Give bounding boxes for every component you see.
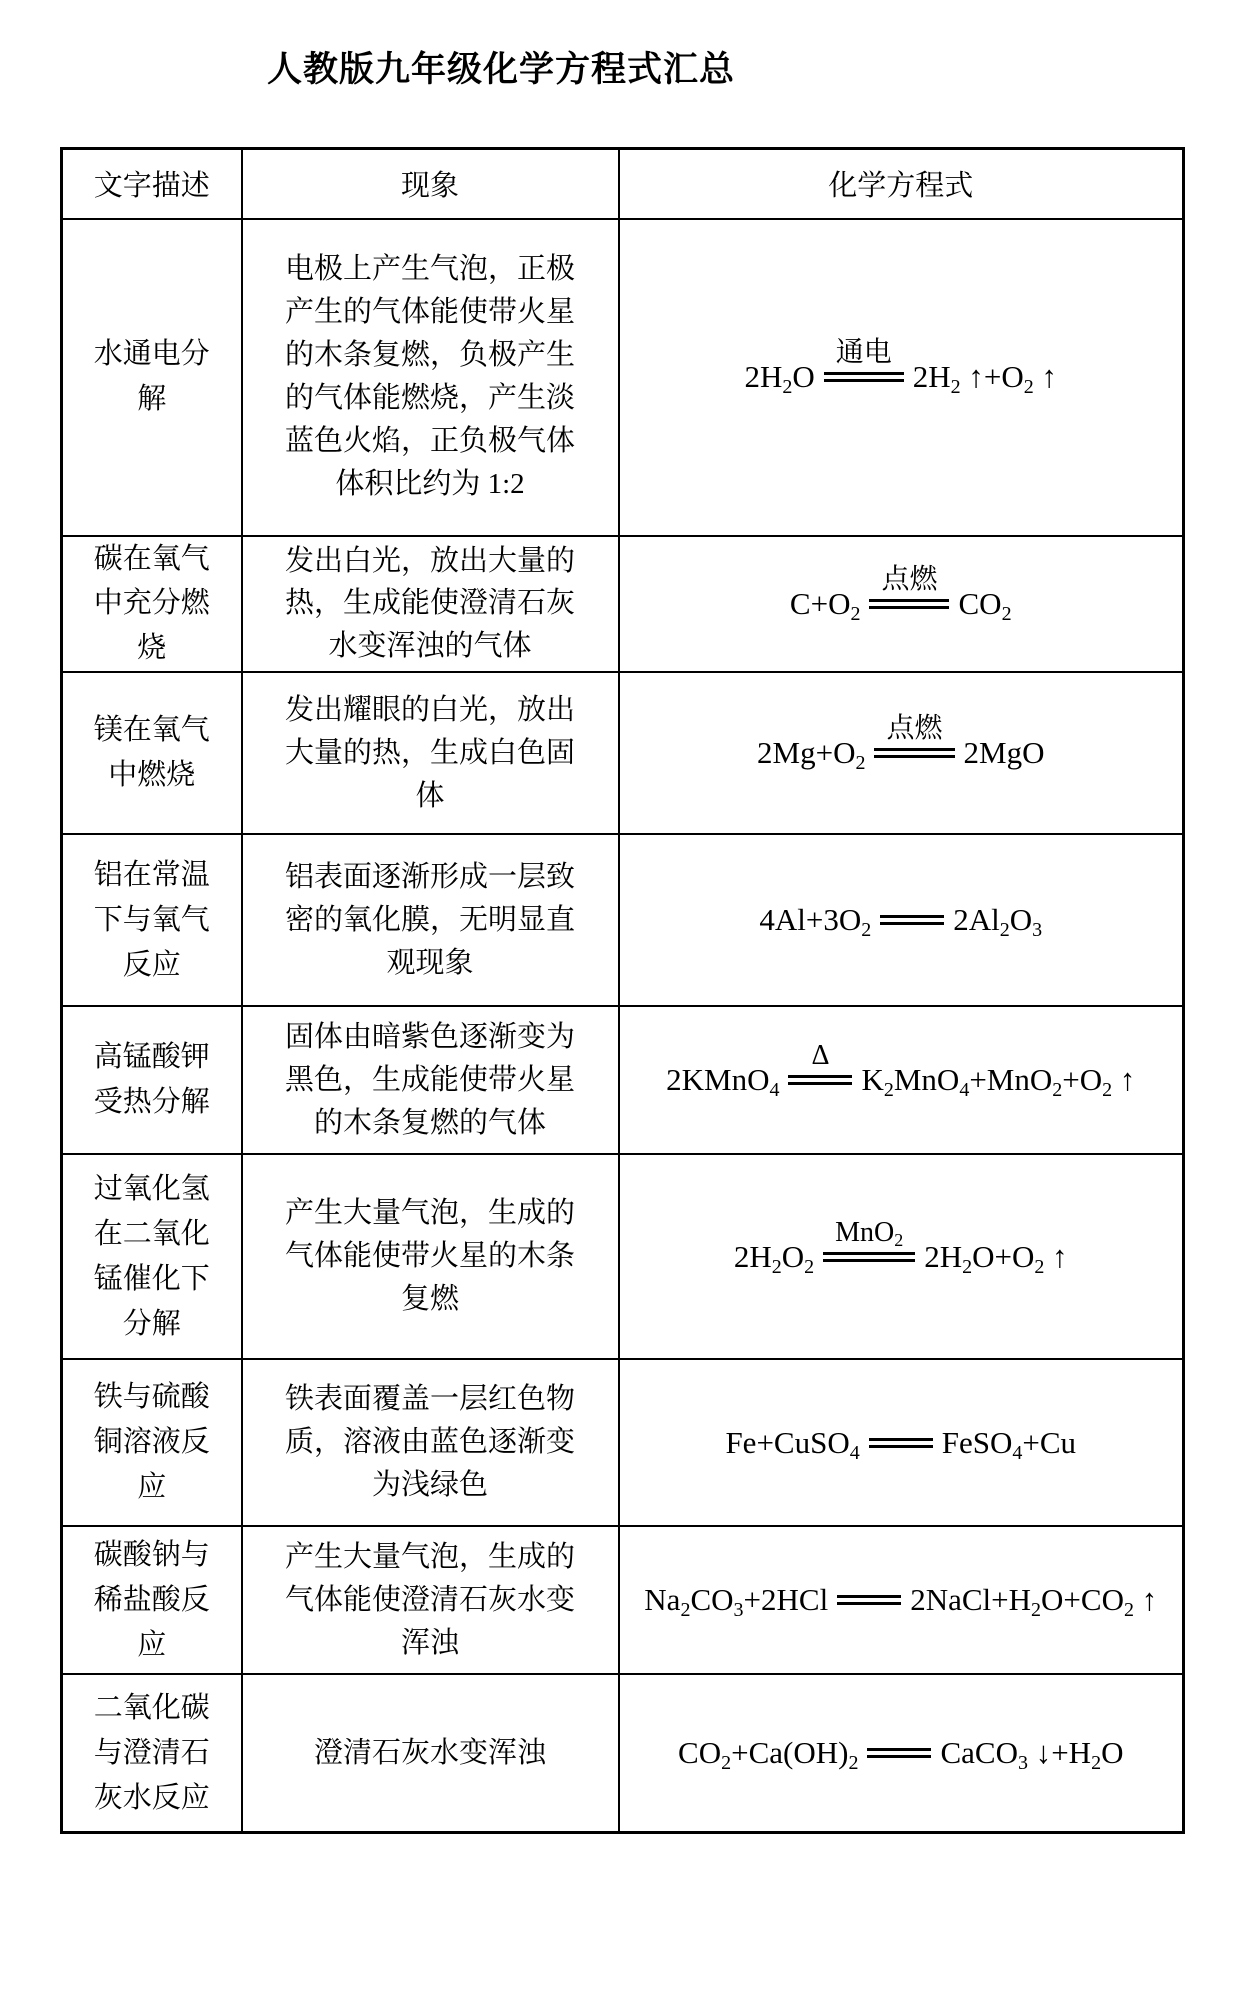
phenomenon-text: 发出白光，放出大量的热，生成能使澄清石灰水变浑浊的气体 (284, 544, 575, 663)
equation-cell (619, 834, 1184, 1006)
equation-reactants: Fe+CuSO$_4$ (725, 1424, 860, 1464)
phenomenon-cell (242, 1674, 619, 1832)
equation-reactants: $CO_2+Ca(OH)_2$ (678, 1735, 859, 1775)
phenomenon-text: 澄清石灰水变浑浊 (313, 1736, 546, 1769)
phenomenon-text: 电极上产生气泡，正极产生的气体能使带火星的木条复燃，负极产生的气体能燃烧，产生淡蓝色火焰，正负极气体体积比约为 1:2 (284, 253, 575, 500)
description-cell (62, 1359, 242, 1526)
equation-cell (619, 1359, 1184, 1526)
double-bar-icon (874, 748, 954, 758)
double-bar-icon (788, 1075, 852, 1085)
description-text: 碳在氧气中充分燃烧 (93, 542, 210, 665)
double-bar-icon (837, 1595, 901, 1605)
table-row (62, 1674, 1184, 1832)
chemistry-equations-table (60, 147, 1185, 1834)
description-text: 铝在常温下与氧气反应 (93, 858, 210, 981)
description-cell (62, 1154, 242, 1359)
phenomenon-cell (242, 834, 619, 1006)
equals-sign (823, 1216, 915, 1262)
phenomenon-cell (242, 672, 619, 834)
description-cell (62, 536, 242, 673)
equation-reactants: $2H_2O_2$ (733, 1238, 815, 1278)
double-bar-icon (880, 915, 944, 925)
reaction-condition: MnO$_2$ (835, 1216, 904, 1250)
double-bar-icon (823, 1252, 915, 1262)
equation-reactants: 2KMnO$_4$ (666, 1062, 780, 1102)
table-row (62, 1154, 1184, 1359)
equation-cell (619, 1526, 1184, 1674)
phenomenon-cell (242, 536, 619, 673)
description-text: 过氧化氢在二氧化锰催化下分解 (93, 1172, 210, 1340)
table-row (62, 1526, 1184, 1674)
chemical-equation (733, 1216, 1068, 1280)
reaction-condition: 点燃 (881, 563, 938, 595)
description-cell (62, 1006, 242, 1154)
equation-products: $2NaCl+H_2O+CO_2$ ↑ (910, 1582, 1158, 1622)
chemical-equation (744, 337, 1058, 400)
equation-cell (619, 1674, 1184, 1832)
equals-sign (880, 915, 944, 925)
table-row (62, 834, 1184, 1006)
equation-reactants: $Na_2CO_3+2HCl$ (644, 1582, 829, 1622)
description-cell (62, 1526, 242, 1674)
reaction-condition: 点燃 (886, 713, 943, 745)
phenomenon-cell (242, 219, 619, 536)
table-row (62, 536, 1184, 673)
equation-reactants: $2Mg+O_2$ (757, 735, 866, 775)
equation-reactants: $4Al+3O_2$ (759, 902, 872, 942)
equation-cell (619, 219, 1184, 536)
description-text: 镁在氧气中燃烧 (93, 714, 210, 792)
double-bar-icon (867, 1748, 931, 1758)
phenomenon-text: 铝表面逐渐形成一层致密的氧化膜，无明显直观现象 (284, 860, 575, 979)
chemical-equation (789, 563, 1012, 627)
equals-sign (874, 712, 954, 758)
equation-products: CaCO$_3$ $↓+H_2O$ (940, 1735, 1124, 1775)
col-header-phenomenon: 现象 (242, 149, 619, 219)
chemical-equation (759, 898, 1042, 942)
phenomenon-cell (242, 1359, 619, 1526)
equals-sign (867, 1748, 931, 1758)
equation-products: $K_2MnO_4+MnO_2+O_2$ ↑ (861, 1062, 1136, 1102)
description-cell (62, 834, 242, 1006)
equation-products: FeSO$_4$+Cu (941, 1424, 1077, 1464)
chemical-equation (757, 713, 1045, 776)
phenomenon-cell (242, 1006, 619, 1154)
equation-products: $2Al_2O_3$ (953, 902, 1043, 942)
description-cell (62, 672, 242, 834)
phenomenon-cell (242, 1154, 619, 1359)
equation-cell (619, 1154, 1184, 1359)
description-text: 水通电分解 (93, 338, 210, 415)
phenomenon-text: 产生大量气泡，生成的气体能使带火星的木条复燃 (284, 1197, 575, 1316)
equation-products: 2MgO (963, 735, 1045, 771)
equals-sign (869, 563, 949, 609)
description-cell (62, 219, 242, 536)
phenomenon-cell (242, 1526, 619, 1674)
equals-sign (824, 336, 904, 382)
table-row (62, 1006, 1184, 1154)
col-header-description: 文字描述 (62, 149, 242, 219)
equation-products: $2H_2O+O_2$ ↑ (924, 1238, 1068, 1278)
equation-cell (619, 536, 1184, 673)
double-bar-icon (869, 1438, 933, 1448)
table-body (62, 219, 1184, 1833)
equation-products: $2H_2$ $↑+O_2$ ↑ (912, 359, 1058, 398)
col-header-equation: 化学方程式 (619, 149, 1184, 219)
description-text: 二氧化碳与澄清石灰水反应 (93, 1691, 210, 1814)
equation-products: $CO_2$ (958, 585, 1012, 625)
equals-sign (869, 1438, 933, 1448)
equation-reactants: $C+O_2$ (789, 585, 861, 625)
chemical-equation (725, 1421, 1076, 1465)
equation-cell (619, 1006, 1184, 1154)
phenomenon-text: 铁表面覆盖一层红色物质，溶液由蓝色逐渐变为浅绿色 (284, 1383, 575, 1502)
equation-reactants: $2H_2O$ (744, 359, 815, 398)
description-cell (62, 1674, 242, 1832)
description-text: 高锰酸钾受热分解 (93, 1041, 210, 1119)
phenomenon-text: 固体由暗紫色逐渐变为黑色，生成能使带火星的木条复燃的气体 (284, 1020, 575, 1139)
description-text: 铁与硫酸铜溶液反应 (93, 1381, 210, 1504)
chemical-equation (666, 1040, 1136, 1103)
table-row (62, 1359, 1184, 1526)
header-row (62, 149, 1184, 219)
equation-cell (619, 672, 1184, 834)
table-header (62, 149, 1184, 219)
table-container (60, 147, 1242, 1834)
double-bar-icon (869, 599, 949, 609)
chemical-equation (678, 1731, 1123, 1775)
table-row (62, 219, 1184, 536)
equals-sign (788, 1039, 852, 1085)
table-row (62, 672, 1184, 834)
reaction-condition: 通电 (835, 337, 892, 368)
double-bar-icon (824, 372, 904, 382)
phenomenon-text: 发出耀眼的白光，放出大量的热，生成白色固体 (284, 693, 575, 812)
description-text: 碳酸钠与稀盐酸反应 (93, 1538, 210, 1661)
phenomenon-text: 产生大量气泡，生成的气体能使澄清石灰水变浑浊 (284, 1540, 575, 1659)
reaction-condition: Δ (811, 1040, 830, 1072)
page-title: 人教版九年级化学方程式汇总 (266, 50, 735, 89)
chemical-equation (644, 1578, 1157, 1622)
equals-sign (837, 1595, 901, 1605)
